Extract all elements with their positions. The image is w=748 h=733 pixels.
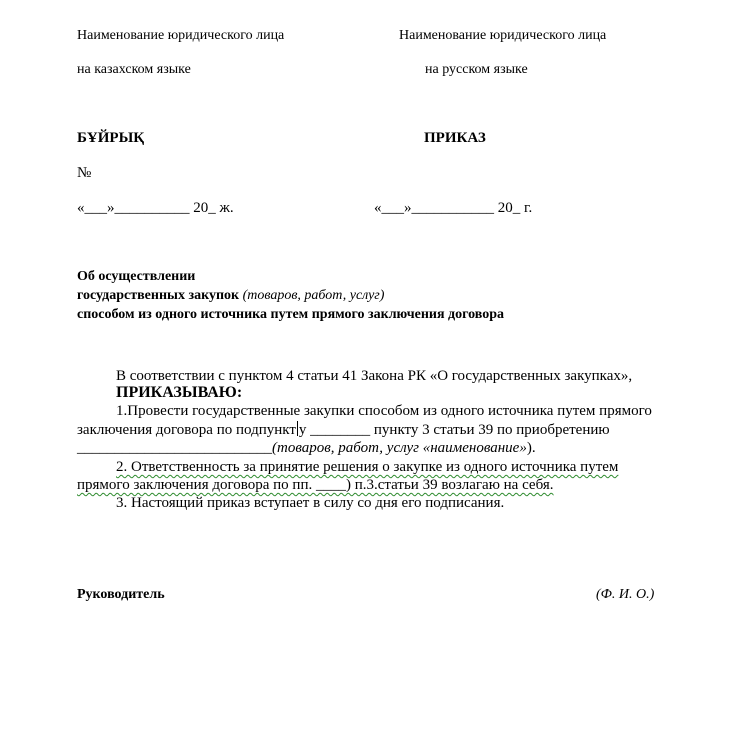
item-1-line-1: 1.Провести государственные закупки способом из одного источника путем прямого bbox=[116, 403, 652, 419]
item-1-blank: __________________________ bbox=[77, 440, 272, 456]
body-intro: В соответствии с пунктом 4 статьи 41 Закона РК «О государственных закупках», bbox=[116, 368, 633, 384]
order-title-kz: БҰЙРЫҚ bbox=[77, 130, 145, 146]
org-lang-ru-label: на русском языке bbox=[425, 62, 528, 77]
org-lang-kz-label: на казахском языке bbox=[77, 62, 191, 77]
item-2-line-1: 2. Ответственность за принятие решения о закупке из одного источника путем bbox=[116, 459, 619, 475]
subject-line-2-italic: (товаров, работ, услуг) bbox=[242, 288, 385, 303]
item-1-line-2 bbox=[77, 421, 610, 439]
item-2-line-2: прямого заключения договора по пп. ____) п.3.статьи 39 возлагаю на себя. bbox=[77, 477, 554, 493]
item-3: 3. Настоящий приказ вступает в силу со дня его подписания. bbox=[116, 495, 505, 511]
item-1-line-2-end: у ________ пункту 3 статьи 39 по приобретению bbox=[298, 422, 610, 438]
item-1-line-2-start: заключения договора по подпункт bbox=[77, 422, 296, 438]
subject-line-2-bold: государственных закупок bbox=[77, 288, 240, 303]
signature-name: (Ф. И. О.) bbox=[596, 587, 655, 602]
body-order-word: ПРИКАЗЫВАЮ: bbox=[116, 384, 243, 401]
order-date-kz: «___»__________ 20_ ж. bbox=[77, 200, 234, 216]
signature-role: Руководитель bbox=[77, 587, 165, 602]
order-number: № bbox=[77, 165, 92, 181]
item-1-italic-note: (товаров, работ, услуг «наименование» bbox=[272, 440, 527, 456]
item-1-line-3 bbox=[77, 439, 536, 457]
org-name-ru-label: Наименование юридического лица bbox=[399, 28, 607, 43]
org-name-kz-label: Наименование юридического лица bbox=[77, 28, 285, 43]
order-title-ru: ПРИКАЗ bbox=[424, 130, 486, 146]
text-cursor bbox=[297, 421, 298, 436]
subject-line-2 bbox=[77, 287, 384, 305]
subject-line-3: способом из одного источника путем прямого заключения договора bbox=[77, 307, 505, 322]
order-date-ru: «___»___________ 20_ г. bbox=[374, 200, 533, 216]
subject-line-1: Об осуществлении bbox=[77, 269, 196, 284]
item-1-end: ). bbox=[526, 440, 536, 456]
